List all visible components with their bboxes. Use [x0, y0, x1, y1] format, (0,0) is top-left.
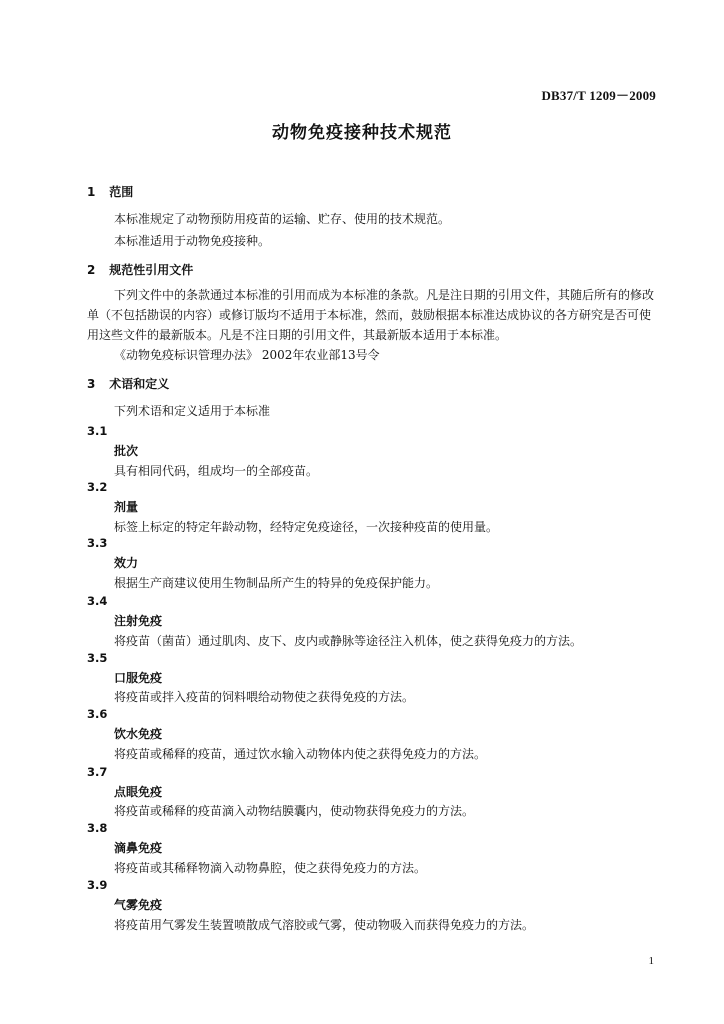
term-name: 口服免疫: [114, 671, 163, 685]
term-number: 3.6: [87, 707, 108, 721]
term-number: 3.5: [87, 651, 108, 665]
section-heading-scope: [87, 183, 133, 200]
section-title: 范围: [109, 185, 134, 199]
term-number: 3.8: [87, 821, 108, 835]
term-name: 点眼免疫: [114, 785, 163, 799]
section-number: 2: [87, 263, 96, 277]
document-title: 动物免疫接种技术规范: [272, 123, 452, 143]
reference-item: 《动物免疫标识管理办法》 2002年农业部13号令: [114, 348, 380, 362]
section-title: 术语和定义: [109, 377, 170, 391]
term-number: 3.2: [87, 480, 108, 494]
term-number: 3.4: [87, 594, 108, 608]
term-definition: 根据生产商建议使用生物制品所产生的特异的免疫保护能力。: [114, 576, 439, 590]
term-number: 3.1: [87, 424, 108, 438]
section-title: 规范性引用文件: [109, 263, 194, 277]
section-heading-terms: [87, 375, 169, 392]
references-paragraph: 下列文件中的条款通过本标准的引用而成为本标准的条款。凡是注日期的引用文件，其随后所有的修改单（不包括勘误的内容）或修订版均不适用于本标准，然而，鼓励根据本标准达成协议的各方研究是否可使用这些文件的最新版本。凡是不注日期的引用文件，其最新版本适用于本标准。: [87, 288, 655, 342]
scope-paragraph-1: 本标准规定了动物预防用疫苗的运输、贮存、使用的技术规范。: [114, 212, 451, 226]
term-name: 饮水免疫: [114, 727, 163, 741]
term-number: 3.3: [87, 536, 108, 550]
terms-intro: 下列术语和定义适用于本标准: [114, 404, 271, 418]
section-heading-references: [87, 261, 193, 278]
term-name: 批次: [114, 444, 139, 458]
term-definition: 将疫苗或拌入疫苗的饲料喂给动物使之获得免疫的方法。: [114, 690, 415, 704]
term-name: 气雾免疫: [114, 898, 163, 912]
term-definition: 将疫苗用气雾发生装置喷散成气溶胶或气雾，使动物吸入而获得免疫力的方法。: [114, 918, 535, 932]
scope-paragraph-2: 本标准适用于动物免疫接种。: [114, 234, 271, 248]
term-definition: 将疫苗（菌苗）通过肌肉、皮下、皮内或静脉等途径注入机体，使之获得免疫力的方法。: [114, 634, 583, 648]
term-definition: 将疫苗或其稀释物滴入动物鼻腔，使之获得免疫力的方法。: [114, 861, 427, 875]
term-number: 3.7: [87, 765, 108, 779]
term-definition: 将疫苗或稀释的疫苗，通过饮水输入动物体内使之获得免疫力的方法。: [114, 747, 487, 761]
term-definition: 标签上标定的特定年龄动物，经特定免疫途径，一次接种疫苗的使用量。: [114, 520, 499, 534]
term-name: 注射免疫: [114, 614, 163, 628]
term-name: 滴鼻免疫: [114, 841, 163, 855]
section-number: 3: [87, 377, 96, 391]
term-name: 效力: [114, 556, 139, 570]
term-number: 3.9: [87, 878, 108, 892]
term-definition: 具有相同代码，组成均一的全部疫苗。: [114, 464, 319, 478]
term-definition: 将疫苗或稀释的疫苗滴入动物结膜囊内，使动物获得免疫力的方法。: [114, 804, 475, 818]
standard-code: DB37/T 1209－2009: [541, 88, 656, 103]
term-name: 剂量: [114, 500, 139, 514]
page-number: 1: [648, 955, 654, 967]
section-number: 1: [87, 185, 96, 199]
